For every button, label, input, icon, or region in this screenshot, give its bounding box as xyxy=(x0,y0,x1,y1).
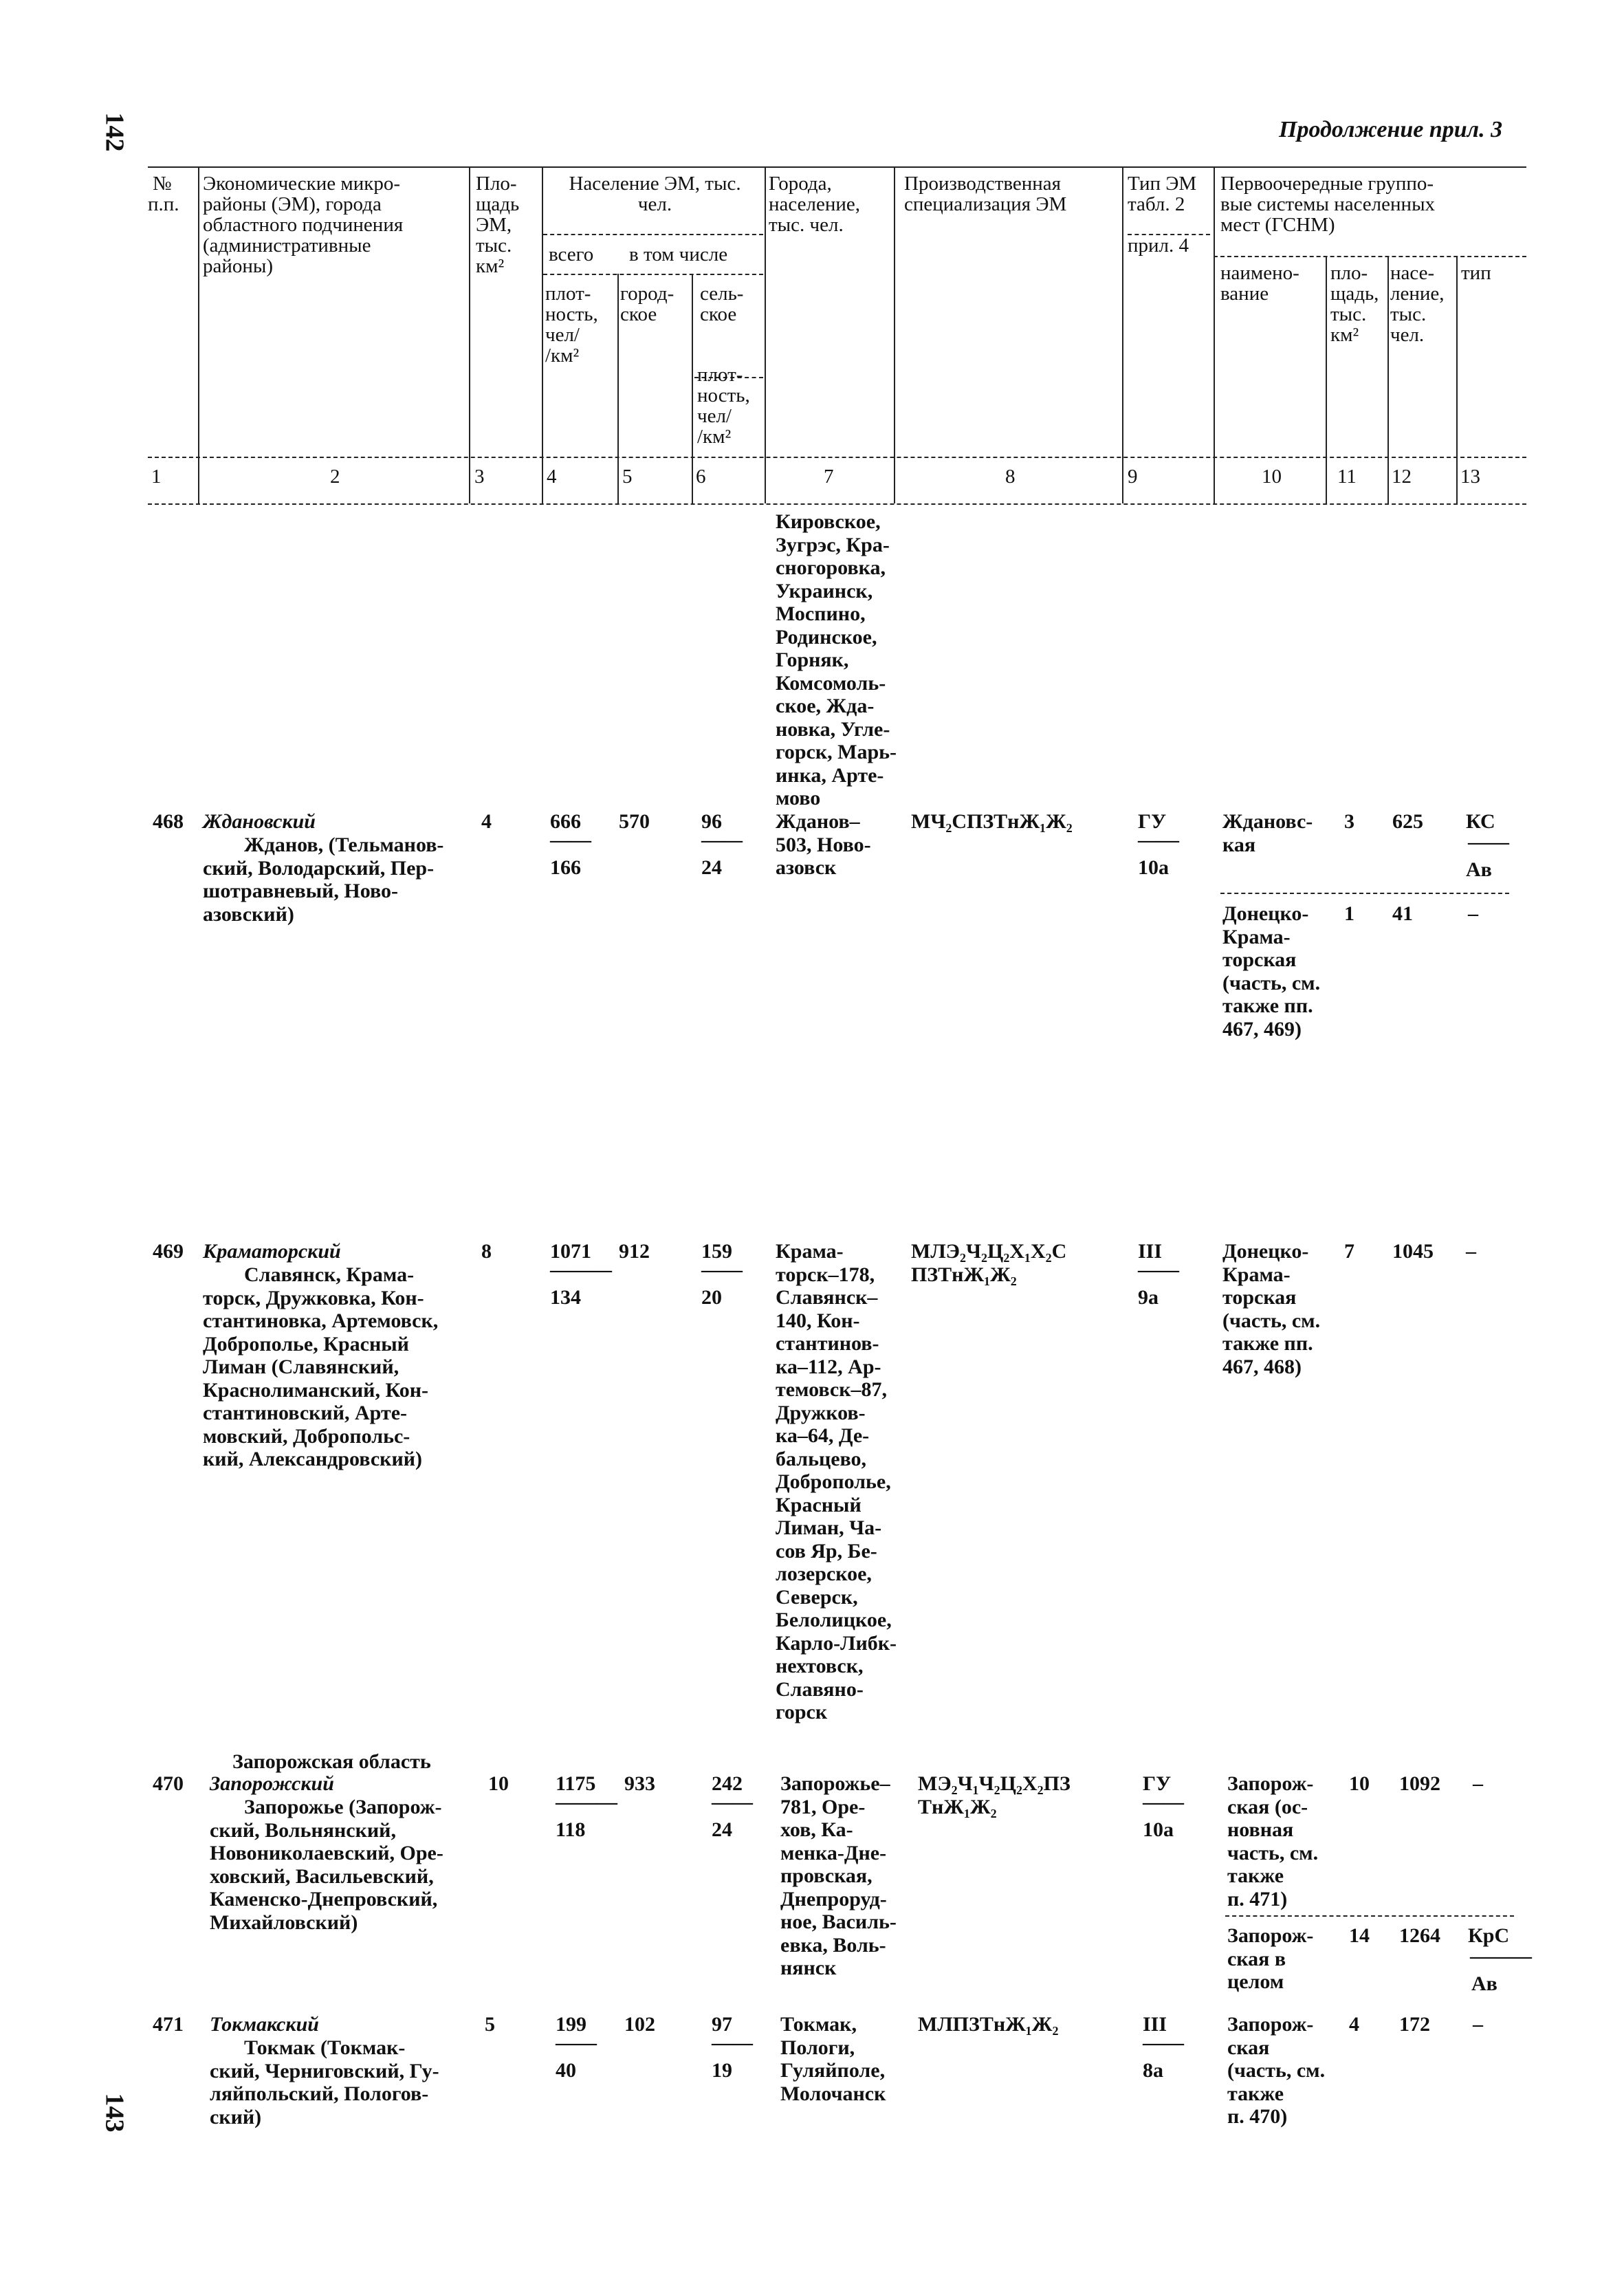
header-col-rural: сель- ское xyxy=(700,283,744,325)
gsnm-name: Донецко- Крама- торская (часть, см. также пп. 467, 469) xyxy=(1222,902,1321,1041)
rural-fraction-line: —— xyxy=(701,829,743,851)
type-bottom: 8а xyxy=(1143,2059,1163,2082)
row-number: 469 xyxy=(153,1240,184,1263)
gsnm-name: Запорож- ская (ос- новная часть, см. также п. 471) xyxy=(1227,1772,1319,1911)
population-rural: 96 xyxy=(701,810,722,833)
type-fraction-line: —— xyxy=(1138,829,1179,851)
rural-density: 24 xyxy=(712,1818,732,1841)
type-fraction-line: —— xyxy=(1138,1259,1179,1281)
header-col-index-3: 3 xyxy=(474,466,485,488)
region-name: Запорожский xyxy=(210,1772,334,1795)
gsnm-type-top: – xyxy=(1466,1240,1476,1263)
gsnm-type-top: – xyxy=(1473,2013,1483,2036)
gsnm-population: 41 xyxy=(1392,902,1413,925)
gsnm-type-top: – xyxy=(1468,902,1478,925)
region-name: Токмакский xyxy=(210,2013,319,2036)
population-rural: 159 xyxy=(701,1240,732,1263)
area-value: 8 xyxy=(481,1240,492,1263)
row-number: 471 xyxy=(153,2013,184,2036)
population-total: 1071 xyxy=(550,1240,591,1263)
population-density: 40 xyxy=(556,2059,576,2082)
header-col-population-including: в том числе xyxy=(629,243,728,265)
header-col-rural-density: плот- ность, чел/ /км² xyxy=(697,364,750,448)
population-total: 1175 xyxy=(556,1772,596,1795)
region-description: Запорожье (Запорож- ский, Вольнянский, Новониколаевский, Оре- ховский, Васильевский, Каменско-Днепровский, Михайловский) xyxy=(210,1796,443,1934)
header-col-type: Тип ЭМ табл. 2 прил. 4 xyxy=(1128,173,1197,257)
header-col-population: Население ЭМ, тыс. чел. xyxy=(569,173,741,215)
header-col-index-11: 11 xyxy=(1337,466,1357,488)
region-description: Славянск, Крама- торск, Дружковка, Кон- стантиновка, Артемовск, Доброполье, Красный Лиман (Славянский, Краснолиманский, Кон- стантиновский, Арте- мовский, Добропольс- кий, Александровский) xyxy=(203,1263,439,1470)
header-col-index-7: 7 xyxy=(824,466,834,488)
population-density: 166 xyxy=(550,856,581,879)
population-rural: 97 xyxy=(712,2013,732,2036)
cities-list: Токмак, Пологи, Гуляйполе, Молочанск xyxy=(780,2013,886,2105)
area-value: 10 xyxy=(488,1772,509,1795)
row-number: 470 xyxy=(153,1772,184,1795)
gsnm-type-top: КрС xyxy=(1468,1924,1510,1947)
rural-fraction-line: —— xyxy=(712,1791,753,1814)
cities-list: Запорожье– 781, Оре- хов, Ка- менка-Дне- провская, Днепроруд- ное, Василь- евка, Воль- нянск xyxy=(780,1772,897,1979)
population-rural: 242 xyxy=(712,1772,743,1795)
gsnm-area: 14 xyxy=(1349,1924,1370,1947)
type-bottom: 10а xyxy=(1138,856,1169,879)
header-col-population-density: плот- ность, чел/ /км² xyxy=(545,283,598,367)
gsnm-area: 1 xyxy=(1344,902,1354,925)
rural-fraction-line: —— xyxy=(701,1259,743,1281)
header-col-index-2: 2 xyxy=(330,466,340,488)
gsnm-separator xyxy=(1220,893,1509,894)
rural-density: 20 xyxy=(701,1286,722,1309)
gsnm-population: 172 xyxy=(1399,2013,1430,2036)
carryover-cities: Кировское, Зугрэс, Кра- сногоровка, Украинск, Моспино, Родинское, Горняк, Комсомоль- ское, Жда- новка, Угле- горск, Марь- инка, Арте- мово xyxy=(776,510,897,809)
gsnm-name: Ждановс- кая xyxy=(1222,810,1313,856)
population-fraction-line: ——— xyxy=(550,1259,612,1281)
region-heading: Запорожская область xyxy=(232,1750,431,1773)
header-col-gsnm-type: тип xyxy=(1461,262,1491,284)
header-col-index-1: 1 xyxy=(151,466,162,488)
type-top: III xyxy=(1143,2013,1167,2036)
header-col-number-1: № xyxy=(153,173,172,195)
rural-fraction-line: —— xyxy=(712,2032,753,2054)
gsnm-separator xyxy=(1225,1915,1514,1917)
population-fraction-line: —— xyxy=(556,2032,597,2054)
header-col-gsnm-population: насе- ление, тыс. чел. xyxy=(1390,262,1445,346)
cities-list: Жданов– 503, Ново- азовск xyxy=(776,810,871,879)
gsnm-area: 7 xyxy=(1344,1240,1354,1263)
running-title: Продолжение прил. 3 xyxy=(1279,117,1503,142)
gsnm-name: Запорож- ская в целом xyxy=(1227,1924,1314,1993)
header-col-population-total: всего xyxy=(549,243,594,265)
gsnm-population: 1045 xyxy=(1392,1240,1434,1263)
gsnm-type-fraction-line: —— xyxy=(1468,831,1509,853)
header-col-index-9: 9 xyxy=(1128,466,1138,488)
header-col-urban: город- ское xyxy=(620,283,674,325)
gsnm-population: 1092 xyxy=(1399,1772,1440,1795)
page-number-left: 142 xyxy=(100,112,129,152)
type-top: ГУ xyxy=(1143,1772,1172,1795)
gsnm-population: 625 xyxy=(1392,810,1423,833)
population-total: 666 xyxy=(550,810,581,833)
header-col-index-13: 13 xyxy=(1460,466,1480,488)
gsnm-name: Донецко- Крама- торская (часть, см. также пп. 467, 468) xyxy=(1222,1240,1321,1378)
header-col-index-6: 6 xyxy=(696,466,706,488)
header-col-index-8: 8 xyxy=(1005,466,1016,488)
header-col-gsnm: Первоочередные группо- вые системы населенных мест (ГСНМ) xyxy=(1220,173,1436,236)
type-fraction-line: —— xyxy=(1143,1791,1184,1814)
header-col-cities: Города, население, тыс. чел. xyxy=(769,173,860,236)
specialization: МЭ₂Ч₁Ч₂Ц₂Х₂ПЗ ТнЖ₁Ж₂ xyxy=(918,1772,1071,1818)
cities-list: Крама- торск–178, Славянск– 140, Кон- стантинов- ка–112, Ар- темовск–87, Дружков- ка–64, Де- бальцево, Доброполье, Красный Лиман, Ча- сов Яр, Бе- лозерское, Северск, Белолицкое, Карло-Либк- нехтовск, Славяно- горск xyxy=(776,1240,897,1723)
header-col-specialization: Производственная специализация ЭМ xyxy=(904,173,1067,215)
population-density: 134 xyxy=(550,1286,581,1309)
population-urban: 933 xyxy=(624,1772,655,1795)
specialization: МЛЭ₂Ч₂Ц₂Х₁Х₂С ПЗТнЖ₁Ж₂ xyxy=(911,1240,1067,1286)
population-urban: 912 xyxy=(619,1240,650,1263)
region-description: Жданов, (Тельманов- ский, Володарский, Пер- шотравневый, Ново- азовский) xyxy=(203,834,444,926)
rural-density: 19 xyxy=(712,2059,732,2082)
region-name: Краматорский xyxy=(203,1240,341,1263)
area-value: 4 xyxy=(481,810,492,833)
population-total: 199 xyxy=(556,2013,586,2036)
gsnm-area: 4 xyxy=(1349,2013,1359,2036)
header-col-gsnm-name: наимено- вание xyxy=(1220,262,1299,305)
region-name: Ждановский xyxy=(203,810,316,833)
header-col-index-5: 5 xyxy=(622,466,633,488)
type-top: III xyxy=(1138,1240,1163,1263)
header-col-gsnm-area: пло- щадь, тыс. км² xyxy=(1330,262,1379,346)
area-value: 5 xyxy=(485,2013,495,2036)
gsnm-type-bottom: Ав xyxy=(1466,858,1492,881)
header-col-index-12: 12 xyxy=(1392,466,1412,488)
gsnm-area: 3 xyxy=(1344,810,1354,833)
specialization: МЛПЗТнЖ₁Ж₂ xyxy=(918,2013,1059,2036)
gsnm-area: 10 xyxy=(1349,1772,1370,1795)
gsnm-type-top: КС xyxy=(1466,810,1495,833)
gsnm-type-top: – xyxy=(1473,1772,1483,1795)
page-number-right: 143 xyxy=(100,2093,129,2133)
gsnm-type-bottom: Ав xyxy=(1471,1972,1497,1995)
header-col-index-10: 10 xyxy=(1262,466,1282,488)
gsnm-name: Запорож- ская (часть, см. также п. 470) xyxy=(1227,2013,1326,2128)
region-description: Токмак (Токмак- ский, Черниговский, Гу- ляйпольский, Пологов- ский) xyxy=(210,2036,439,2129)
gsnm-type-fraction-line: ——— xyxy=(1470,1945,1532,1968)
population-density: 118 xyxy=(556,1818,586,1841)
row-number: 468 xyxy=(153,810,184,833)
type-bottom: 9а xyxy=(1138,1286,1159,1309)
header-col-region: Экономические микро- районы (ЭМ), города областного подчинения (административные районы) xyxy=(203,173,404,277)
type-fraction-line: —— xyxy=(1143,2032,1184,2054)
header-col-index-4: 4 xyxy=(547,466,557,488)
header-col-number-2: п.п. xyxy=(148,193,179,215)
type-top: ГУ xyxy=(1138,810,1167,833)
type-bottom: 10а xyxy=(1143,1818,1174,1841)
gsnm-population: 1264 xyxy=(1399,1924,1440,1947)
specialization: МЧ₂СПЗТнЖ₁Ж₂ xyxy=(911,810,1073,833)
population-fraction-line: ——— xyxy=(556,1791,617,1814)
population-urban: 102 xyxy=(624,2013,655,2036)
population-fraction-line: —— xyxy=(550,829,591,851)
population-urban: 570 xyxy=(619,810,650,833)
rural-density: 24 xyxy=(701,856,722,879)
header-col-area: Пло- щадь ЭМ, тыс. км² xyxy=(476,173,520,277)
